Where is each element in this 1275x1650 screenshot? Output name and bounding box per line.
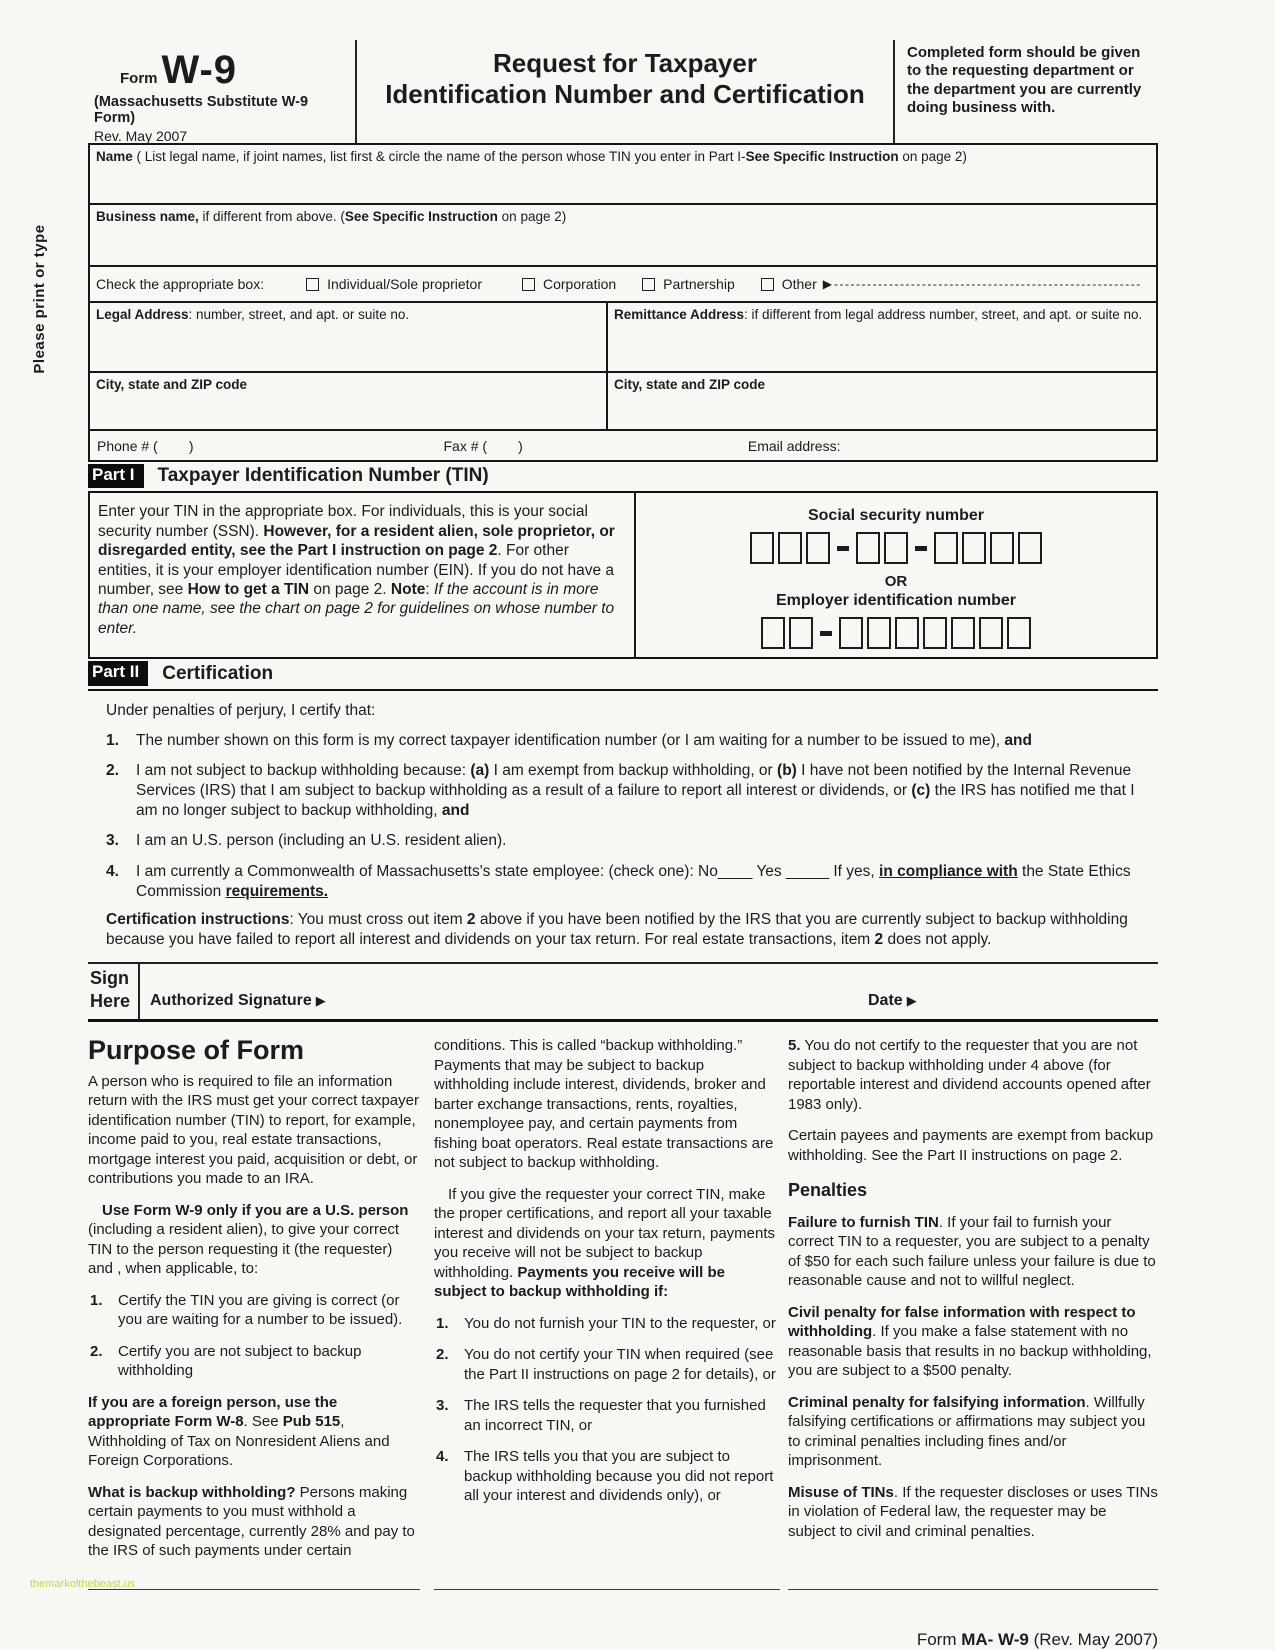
print-or-type-label: Please print or type	[31, 224, 48, 374]
certification-item-4[interactable]	[106, 862, 1154, 902]
watermark: themarkolthebeast.us	[30, 1578, 136, 1590]
tin-instructions: Enter your TIN in the appropriate box. For individuals, this is your social security number (SSN). However, for a resident alien, sole proprietor, or disregarded entity, see the Part I instruction on page 2. For other entities, it is your employer identification number (EIN). If you do not have a number, see How to get a TIN on page 2. Note: If the account is in more than one name, see the chart on page 2 for guidelines on whose number to enter.	[98, 503, 615, 637]
tin-entry-area	[634, 493, 1156, 657]
part2-header-bar	[88, 657, 1158, 690]
item-number: 4.	[106, 862, 119, 880]
part1-title: Taxpayer Identification Number (TIN)	[157, 465, 489, 487]
ein-boxes[interactable]	[636, 617, 1156, 653]
remittance-city-label: City, state and ZIP code	[614, 377, 766, 392]
sign-here-label: Sign Here	[88, 964, 140, 1019]
sign-here-row	[88, 964, 1158, 1022]
exempt-payees-paragraph: Certain payees and payments are exempt from backup withholding. See the Part II instructions on page 2.	[788, 1127, 1154, 1164]
entity-type-row	[90, 267, 1156, 303]
legal-address-label: Legal Address: number, street, and apt. or suite no.	[96, 307, 410, 322]
checkbox-individual-sole-proprietor[interactable]	[306, 278, 319, 291]
other-write-in-line[interactable]: --------------------------------------------------------	[833, 277, 1142, 291]
item-number: 1.	[106, 731, 119, 749]
form-number: W-9	[161, 48, 238, 92]
footer-form-id: Form MA- W-9 (Rev. May 2007)	[916, 1629, 1158, 1649]
failure-to-furnish-paragraph: Failure to furnish TIN. If your fail to furnish your correct TIN to a requester, you are subject to a penalty of $50 for each such failure unless your failure is due to reasonable cause and not to willful neglect.	[788, 1213, 1156, 1290]
part1-tag: Part I	[88, 464, 144, 488]
name-field[interactable]	[90, 145, 1156, 205]
item-text: The number shown on this form is my correct taxpayer identification number (or I am waiting for a number to be issued to me), and	[136, 731, 1032, 749]
certification-item-1	[106, 731, 1154, 751]
w9-form	[88, 40, 1158, 1650]
legal-city-label: City, state and ZIP code	[96, 377, 248, 392]
certification-intro: Under penalties of perjury, I certify that:	[106, 701, 376, 719]
form-header	[88, 40, 1158, 143]
penalties-heading: Penalties	[788, 1180, 868, 1201]
check-box-prompt: Check the appropriate box:	[96, 276, 265, 292]
other-arrow-icon: ▶	[822, 277, 832, 291]
item-text: I am currently a Commonwealth of Massachusetts's state employee: (check one): No____ Yes _____ If yes, in compliance with the State Ethics Commission requirements.	[136, 862, 1131, 900]
checkbox-other[interactable]	[761, 278, 774, 291]
ein-label: Employer identification number	[775, 592, 1017, 610]
business-name-label: Business name, if different from above. (See Specific Instruction on page 2)	[96, 209, 567, 224]
checkbox-partnership[interactable]	[642, 278, 655, 291]
item-text: I am not subject to backup withholding because: (a) I am exempt from backup withholding, or (b) I have not been notified by the Internal Revenue Services (IRS) that I am subject to backup withholding as a result of a failure to report all interest or dividends, or (c) the IRS has notified me that I am no longer subject to backup withholding, and	[136, 762, 1135, 820]
backup-withholding-paragraph: What is backup withholding? Persons making certain payments to you must withhold a designated percentage, currently 28% and pay to the IRS of such payments under certain	[88, 1483, 415, 1560]
form-id-block	[88, 40, 355, 143]
legal-city-state-zip-field[interactable]	[90, 373, 606, 429]
authorized-signature-label: Authorized Signature ▶	[150, 992, 326, 1010]
checkbox-label-individual: Individual/Sole proprietor	[327, 276, 482, 292]
date-label: Date ▶	[868, 992, 917, 1010]
address-row	[90, 303, 1156, 373]
email-field[interactable]: Email address:	[747, 437, 841, 454]
signature-area[interactable]	[140, 964, 1158, 1019]
phone-field[interactable]: Phone # ( )	[97, 437, 194, 454]
column-3	[788, 1036, 1158, 1573]
criminal-penalty-paragraph: Criminal penalty for falsifying information. Willfully falsifying certifications or affirmations may subject you to criminal penalties including fines and/or imprisonment.	[788, 1393, 1146, 1470]
correct-tin-paragraph: If you give the requester your correct TIN, make the proper certifications, and report all your taxable interest and dividends on your tax return, payments you receive will not be subject to backup withholding. Payments you receive will be subject to backup withholding if:	[434, 1185, 776, 1301]
form-subtitle: (Massachusetts Substitute W-9 Form)	[94, 94, 309, 126]
civil-penalty-paragraph: Civil penalty for false information with respect to withholding. If you make a false statement with no reasonable basis that results in no backup withholding, you are subject to a $500 penalty.	[788, 1303, 1152, 1380]
foreign-person-paragraph: If you are a foreign person, use the appropriate Form W-8. See Pub 515, Withholding of Tax on Nonresident Aliens and Foreign Corporations.	[88, 1393, 390, 1470]
fax-field[interactable]: Fax # ( )	[443, 437, 523, 454]
remittance-city-state-zip-field[interactable]	[606, 373, 1156, 429]
conditions-paragraph: conditions. This is called “backup withholding.” Payments that may be subject to backup withholding include interest, dividends, broker and barter exchange transactions, rents, royalties, nonemployee pay, and certain payments from fishing boat operators. Real estate transactions are not subject to backup withholding.	[434, 1037, 774, 1172]
signature-arrow-icon: ▶	[315, 993, 326, 1009]
footer-rule	[88, 1589, 1158, 1590]
part1-header-bar	[88, 462, 1158, 493]
part2-title: Certification	[162, 662, 274, 684]
form-title	[355, 40, 893, 143]
purpose-of-form-heading: Purpose of Form	[88, 1035, 305, 1066]
item-number: 3.	[106, 832, 119, 850]
certification-item-2	[106, 761, 1154, 821]
legal-address-field[interactable]	[90, 303, 606, 371]
date-arrow-icon: ▶	[906, 993, 917, 1009]
form-revision: Rev. May 2007	[94, 128, 188, 144]
col2-list-item-3: 3. The IRS tells the requester that you furnished an incorrect TIN, or	[436, 1397, 766, 1434]
column-2	[434, 1036, 780, 1573]
item-number: 2.	[106, 762, 119, 780]
misuse-of-tins-paragraph: Misuse of TINs. If the requester discloses or uses TINs in violation of Federal law, the requester may be subject to civil and criminal penalties.	[788, 1483, 1158, 1540]
checkbox-corporation[interactable]	[522, 278, 535, 291]
form-title-line2: Identification Number and Certification	[385, 79, 865, 110]
field-box	[88, 143, 1158, 462]
checkbox-label-partnership: Partnership	[663, 276, 735, 292]
certification-item-3	[106, 831, 1154, 851]
item-text: I am an U.S. person (including an U.S. resident alien).	[136, 832, 507, 850]
item-5-paragraph: 5. You do not certify to the requester that you are not subject to backup withholding under 4 above (for reportable interest and dividend accounts opened after 1983 only).	[788, 1037, 1151, 1113]
routing-note: Completed form should be given to the requesting department or the department you are currently doing business with.	[893, 40, 1158, 143]
col1-list-item-1: 1. Certify the TIN you are giving is correct (or you are waiting for a number to be issued).	[90, 1291, 403, 1329]
ssn-label: Social security number	[807, 507, 985, 525]
name-label: Name ( List legal name, if joint names, list first & circle the name of the person whose TIN you enter in Part I-See Specific Instruction on page 2)	[96, 149, 967, 164]
remittance-address-field[interactable]	[606, 303, 1156, 371]
certification-body	[88, 691, 1158, 964]
col2-list-item-1: 1. You do not furnish your TIN to the requester, or	[436, 1314, 776, 1332]
contact-row	[90, 431, 1156, 462]
use-form-paragraph: Use Form W-9 only if you are a U.S. person (including a resident alien), to give your correct TIN to the person requesting it (the requester) and , when applicable, to:	[88, 1201, 409, 1278]
business-name-field[interactable]	[90, 205, 1156, 267]
ssn-boxes[interactable]	[636, 532, 1156, 568]
purpose-paragraph: A person who is required to file an information return with the IRS must get your correct taxpayer identification number (TIN) to report, for example, income paid to you, real estate transactions, mortgage interest you paid, acquisition or debt, or contributions you made to an IRA.	[88, 1072, 419, 1188]
col1-list-item-2: 2. Certify you are not subject to backup withholding	[90, 1342, 362, 1380]
col2-list-item-2: 2. You do not certify your TIN when required (see the Part II instructions on page 2 for details), or	[436, 1346, 776, 1383]
or-label: OR	[884, 573, 908, 591]
column-1	[88, 1036, 420, 1573]
checkbox-label-corporation: Corporation	[542, 276, 617, 292]
instructions-columns	[88, 1036, 1158, 1573]
form-title-line1: Request for Taxpayer	[493, 48, 757, 78]
checkbox-label-other: Other	[781, 276, 817, 292]
city-row	[90, 373, 1156, 431]
remittance-address-label: Remittance Address: if different from legal address number, street, and apt. or suite no.	[614, 307, 1143, 322]
col2-list-item-4: 4. The IRS tells you that you are subject to backup withholding because you did not report all your interest and dividends only), or	[436, 1448, 774, 1505]
part2-tag: Part II	[88, 661, 148, 685]
certification-instructions: Certification instructions: You must cross out item 2 above if you have been notified by the IRS that you are currently subject to backup withholding because you have failed to report all interest and dividends on your tax return. For real estate transactions, item 2 does not apply.	[106, 910, 1128, 949]
part1-body	[88, 493, 1158, 657]
form-word: Form	[120, 70, 158, 87]
